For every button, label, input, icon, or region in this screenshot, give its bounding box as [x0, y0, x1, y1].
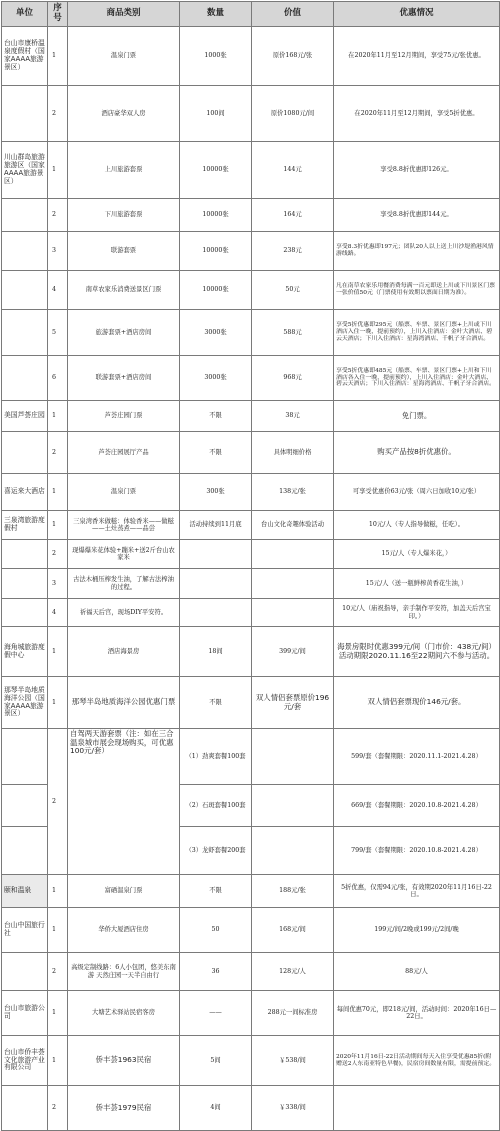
table-row	[2, 271, 500, 310]
header-discount: 优惠情况	[334, 2, 500, 27]
unit-cell: 台山市康桥温泉度假村（国家AAAA旅游景区）	[2, 27, 48, 86]
discount-cell: 购买产品按8折优惠价。	[334, 432, 500, 474]
discount-cell: 享受5折优惠即295元（船票、车票、景区门票+上川或下川酒店入住一晚，提前预约），上川入住酒店：金叶大酒店、碧云天酒店；下川入住酒店：星海湾酒店、千帆子牙合酒店。	[334, 310, 500, 356]
quantity-cell: 不限	[180, 875, 252, 908]
table-row	[2, 627, 500, 677]
table-row	[2, 599, 500, 627]
price-cell: 168元/间	[252, 908, 334, 953]
table-row	[2, 401, 500, 432]
discount-cell: 15元/人（送一瓶鲜榨黄香花生油，）	[334, 569, 500, 599]
seq-cell: 2	[48, 432, 68, 474]
price-cell: ￥338/间	[252, 1086, 334, 1131]
discount-cell: 每间优惠70元，即218元/间，活动时间：2020年16日—22日。	[334, 991, 500, 1036]
table-row	[2, 199, 500, 232]
category-cell: 富硒温泉门票	[68, 875, 180, 908]
discount-cell: 海景房限时优惠399元/间（门市价：438元/间）活动期限2020.11.16至22期间六不参与活动。	[334, 627, 500, 677]
seq-cell: 6	[48, 356, 68, 401]
seq-cell: 4	[48, 271, 68, 310]
table-row	[2, 875, 500, 908]
seq-cell: 3	[48, 232, 68, 271]
price-cell	[252, 569, 334, 599]
category-cell: 酒店豪华双人房	[68, 86, 180, 142]
unit-cell	[2, 599, 48, 627]
seq-cell: 5	[48, 310, 68, 356]
unit-cell	[2, 86, 48, 142]
category-cell: 温泉门票	[68, 27, 180, 86]
unit-cell: 川山群岛旅游旅游区（国家AAAA旅游景区）	[2, 142, 48, 199]
category-cell: 南草农家乐消费送景区门票	[68, 271, 180, 310]
unit-cell	[2, 540, 48, 569]
category-cell: 上川旅游套票	[68, 142, 180, 199]
header-row	[2, 2, 500, 27]
unit-cell: 台山市侨丰荟文化旅游产业有限公司	[2, 1036, 48, 1086]
quantity-cell: 18间	[180, 627, 252, 677]
quantity-cell: 50	[180, 908, 252, 953]
price-cell: 38元	[252, 401, 334, 432]
quantity-cell: 活动持续到11月底	[180, 511, 252, 540]
header-category: 商品类别	[68, 2, 180, 27]
quantity-cell	[180, 599, 252, 627]
seq-cell: 1	[48, 875, 68, 908]
category-cell: 侨丰荟1979民宿	[68, 1086, 180, 1131]
unit-cell	[2, 569, 48, 599]
quantity-cell: 10000张	[180, 232, 252, 271]
seq-cell: 1	[48, 401, 68, 432]
unit-cell: 喜运来大酒店	[2, 474, 48, 511]
table-row	[2, 729, 500, 785]
unit-cell	[2, 356, 48, 401]
price-cell: ￥538/间	[252, 1036, 334, 1086]
quantity-cell	[180, 569, 252, 599]
category-cell: 华侨大厦酒店住房	[68, 908, 180, 953]
unit-cell	[2, 310, 48, 356]
unit-cell	[2, 271, 48, 310]
quantity-cell: （2）石斑套餐100套	[180, 785, 252, 827]
header-seq: 序号	[48, 2, 68, 27]
unit-cell	[2, 827, 48, 875]
category-cell: 下川旅游套票	[68, 199, 180, 232]
quantity-cell: 不限	[180, 401, 252, 432]
table-row	[2, 540, 500, 569]
price-cell: 原价168元/张	[252, 27, 334, 86]
seq-cell: 1	[48, 511, 68, 540]
discount-cell: 669/套（套餐期限：2020.10.8-2021.4.28）	[334, 785, 500, 827]
quantity-cell: （1）劲爽套餐100套	[180, 729, 252, 785]
discount-cell: 免门票。	[334, 401, 500, 432]
category-cell: 联游套票+酒店房间	[68, 356, 180, 401]
price-cell: 588元	[252, 310, 334, 356]
table-row	[2, 232, 500, 271]
discount-cell: 88元/人	[334, 953, 500, 991]
price-cell	[252, 599, 334, 627]
seq-cell: 2	[48, 1086, 68, 1131]
unit-cell	[2, 1086, 48, 1131]
price-cell: 188元/张	[252, 875, 334, 908]
discount-cell: 5折优惠，仅需94元/张，有效期2020年11月16日-22日。	[334, 875, 500, 908]
table-row	[2, 86, 500, 142]
price-cell: 399元/间	[252, 627, 334, 677]
category-cell: 旅游套票+酒店房间	[68, 310, 180, 356]
unit-cell	[2, 953, 48, 991]
discount-cell: 享受8.8折优惠即144元。	[334, 199, 500, 232]
discount-cell: 在2020年11月至12月期间，享受5折优惠。	[334, 86, 500, 142]
unit-cell: 颐和温泉	[2, 875, 48, 908]
unit-cell: 那琴半岛地质海洋公园（国家AAAA旅游景区）	[2, 677, 48, 729]
discount-cell: 199元/间/2晚或199元/2间/晚	[334, 908, 500, 953]
seq-cell: 1	[48, 27, 68, 86]
quantity-cell: 100间	[180, 86, 252, 142]
unit-cell: 台山市旅游公司	[2, 991, 48, 1036]
category-cell: 侨丰荟1963民宿	[68, 1036, 180, 1086]
seq-cell: 1	[48, 142, 68, 199]
discount-table	[1, 1, 500, 1131]
unit-cell: 海角城旅游度假中心	[2, 627, 48, 677]
seq-cell: 2	[48, 199, 68, 232]
table-row	[2, 432, 500, 474]
discount-cell: 享受8.8折优惠即126元。	[334, 142, 500, 199]
quantity-cell: （3）龙虾套餐200套	[180, 827, 252, 875]
discount-cell: 凡在南草农家乐用餐消费每满一百元即送上川或下川景区门票一张价值50元（门票使用有效期以票面日期为准）。	[334, 271, 500, 310]
table-row	[2, 27, 500, 86]
unit-cell	[2, 432, 48, 474]
discount-cell: 10元/人（专人指导做糍，任吃）。	[334, 511, 500, 540]
discount-cell: 在2020年11月至12月期间，享受75元/张优惠。	[334, 27, 500, 86]
price-cell: 128元/人	[252, 953, 334, 991]
quantity-cell: 5间	[180, 1036, 252, 1086]
table-row	[2, 1036, 500, 1086]
table-row	[2, 511, 500, 540]
seq-cell: 3	[48, 569, 68, 599]
discount-cell	[334, 1086, 500, 1131]
quantity-cell: 300张	[180, 474, 252, 511]
seq-cell: 1	[48, 627, 68, 677]
unit-cell	[2, 199, 48, 232]
quantity-cell: 10000张	[180, 199, 252, 232]
discount-cell: 2020年11月16日-22日活动期间每天入住享受优惠85折(附赠送2人东南亚特色早餐)，民宿房间数量有限，需提前预定。	[334, 1036, 500, 1086]
unit-cell: 美国芦荟庄园	[2, 401, 48, 432]
table-row	[2, 569, 500, 599]
table-row	[2, 908, 500, 953]
table-row	[2, 991, 500, 1036]
price-cell: 238元	[252, 232, 334, 271]
discount-cell: 享受5折优惠即485元（船票、车票、景区门票+上川和下川酒店各入住一晚，提前预约），上川入住酒店：金叶大酒店、碧云天酒店；下川入住酒店：星海湾酒店、千帆子牙合酒店。	[334, 356, 500, 401]
unit-cell	[2, 729, 48, 785]
seq-cell: 1	[48, 908, 68, 953]
table-row	[2, 953, 500, 991]
category-cell: 现爆爆米花体验+蹦米+送2斤台山农家米	[68, 540, 180, 569]
category-cell: 祈福天后宫，现场DIY平安符。	[68, 599, 180, 627]
unit-cell	[2, 785, 48, 827]
price-cell: 288元一间标准房	[252, 991, 334, 1036]
quantity-cell: 3000张	[180, 356, 252, 401]
discount-cell: 享受8.3折优惠即197元；团队20人以上送上川沙堤渔港风情游线路。	[334, 232, 500, 271]
seq-cell: 1	[48, 474, 68, 511]
quantity-cell: 3000张	[180, 310, 252, 356]
price-cell	[252, 540, 334, 569]
seq-cell: 4	[48, 599, 68, 627]
price-cell: 164元	[252, 199, 334, 232]
price-cell: 双人情侣套票原价196元/套	[252, 677, 334, 729]
category-cell: 芦荟庄园展厅产品	[68, 432, 180, 474]
category-cell: 大塘艺术驿站民宿客房	[68, 991, 180, 1036]
table-row	[2, 356, 500, 401]
discount-cell: 15元/人（专人爆米花，）	[334, 540, 500, 569]
price-cell: 原价1080元/间	[252, 86, 334, 142]
category-cell: 酒店海景房	[68, 627, 180, 677]
table-row	[2, 677, 500, 729]
unit-cell	[2, 232, 48, 271]
table-row	[2, 142, 500, 199]
quantity-cell: 36	[180, 953, 252, 991]
price-cell: 144元	[252, 142, 334, 199]
quantity-cell: 4间	[180, 1086, 252, 1131]
price-cell	[252, 785, 334, 827]
price-cell: 台山文化奇趣体验活动	[252, 511, 334, 540]
discount-cell: 599/套（套餐期限：2020.11.1-2021.4.28）	[334, 729, 500, 785]
category-cell: 古法木桶压榨发生油，了解古法榨油的过程。	[68, 569, 180, 599]
header-price: 价值	[252, 2, 334, 27]
category-cell: 高级定制线路：6人小包团，悠美东南游 天然庄园一天半自由行	[68, 953, 180, 991]
seq-cell: 2	[48, 953, 68, 991]
seq-cell: 2	[48, 729, 68, 875]
seq-cell: 1	[48, 1036, 68, 1086]
table-row	[2, 1086, 500, 1131]
quantity-cell: 10000张	[180, 271, 252, 310]
quantity-cell: 10000张	[180, 142, 252, 199]
category-cell: 那琴半岛地质海洋公园优惠门票	[68, 677, 180, 729]
seq-cell: 1	[48, 677, 68, 729]
category-cell: 三泉湾香米做糍：体验香米——做糍——土灶蒸煮——品尝	[68, 511, 180, 540]
category-cell: 芦荟庄园门票	[68, 401, 180, 432]
seq-cell: 1	[48, 991, 68, 1036]
price-cell: 138元/张	[252, 474, 334, 511]
header-quantity: 数量	[180, 2, 252, 27]
price-cell	[252, 827, 334, 875]
unit-cell: 台山中国旅行社	[2, 908, 48, 953]
discount-cell: 10元/人（庙祝指导，亲手制作平安符，加盖天后宫宝印。）	[334, 599, 500, 627]
table-row	[2, 474, 500, 511]
unit-cell: 三泉湾旅游度假村	[2, 511, 48, 540]
quantity-cell: ——	[180, 991, 252, 1036]
quantity-cell: 不限	[180, 677, 252, 729]
price-cell	[252, 729, 334, 785]
quantity-cell	[180, 540, 252, 569]
quantity-cell: 不限	[180, 432, 252, 474]
price-cell: 968元	[252, 356, 334, 401]
discount-cell: 799/套（套餐期限：2020.10.8-2021.4.28）	[334, 827, 500, 875]
price-cell: 50元	[252, 271, 334, 310]
table-row	[2, 310, 500, 356]
seq-cell: 2	[48, 86, 68, 142]
discount-cell: 双人情侣套票现价146元/套。	[334, 677, 500, 729]
price-cell: 具体明细价格	[252, 432, 334, 474]
category-cell: 温泉门票	[68, 474, 180, 511]
category-cell: 自驾两天游套票（注：如在三合温泉城市展会现场购买，可优惠100元/套）	[68, 729, 180, 875]
header-unit: 单位	[2, 2, 48, 27]
quantity-cell: 1000张	[180, 27, 252, 86]
discount-cell: 可享受优惠价63元/张（周六日加收10元/张）	[334, 474, 500, 511]
seq-cell: 2	[48, 540, 68, 569]
category-cell: 联游套票	[68, 232, 180, 271]
